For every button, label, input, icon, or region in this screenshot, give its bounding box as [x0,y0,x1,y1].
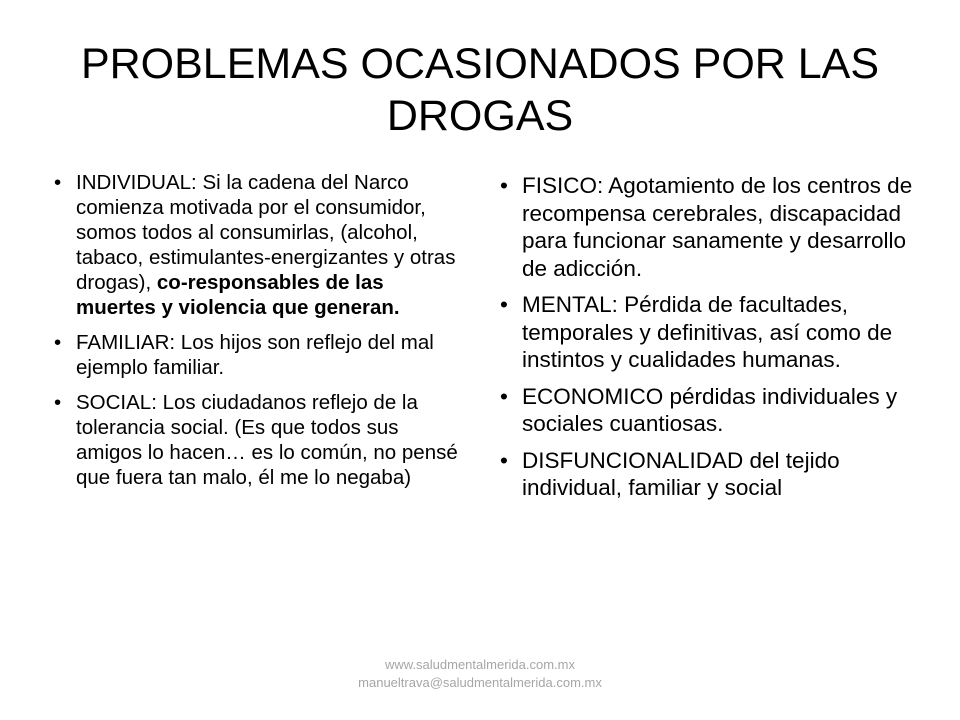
bullet-economico: • ECONOMICO pérdidas individuales y sociales cuantiosas. [494,383,934,438]
bullet-disfuncionalidad: • DISFUNCIONALIDAD del tejido individual, familiar y social [494,447,934,502]
bullet-fisico: • FISICO: Agotamiento de los centros de recompensa cerebrales, discapacidad para funcionar sanamente y desarrollo de adicción. [494,172,934,282]
footer-website: www.saludmentalmerida.com.mx [384,657,575,672]
slide-title: PROBLEMAS OCASIONADOS POR LAS DROGAS [80,40,880,140]
footer-email: manueltrava@saludmentalmerida.com.mx [358,675,602,690]
bullet-individual-emphasis: co-responsables de las muertes y violencia que generan. [76,271,400,319]
bullet-individual-text: INDIVIDUAL: Si la cadena del Narco comienza motivada por el consumidor, somos todos al consumirlas, (alcohol, tabaco, estimulantes-energizantes y otras drogas), [76,171,456,294]
bullet-individual [48,170,462,320]
footer [320,656,640,692]
bullet-mental: • MENTAL: Pérdida de facultades, temporales y definitivas, así como de instintos y cualidades humanas. [494,291,934,374]
bullet-familiar: • FAMILIAR: Los hijos son reflejo del mal ejemplo familiar. [48,330,462,380]
right-bullet-list [494,172,934,511]
bullet-social: • SOCIAL: Los ciudadanos reflejo de la tolerancia social. (Es que todos sus amigos lo hacen… es lo común, no pensé que fuera tan malo, él me lo negaba) [48,390,462,490]
left-bullet-list [48,170,462,500]
